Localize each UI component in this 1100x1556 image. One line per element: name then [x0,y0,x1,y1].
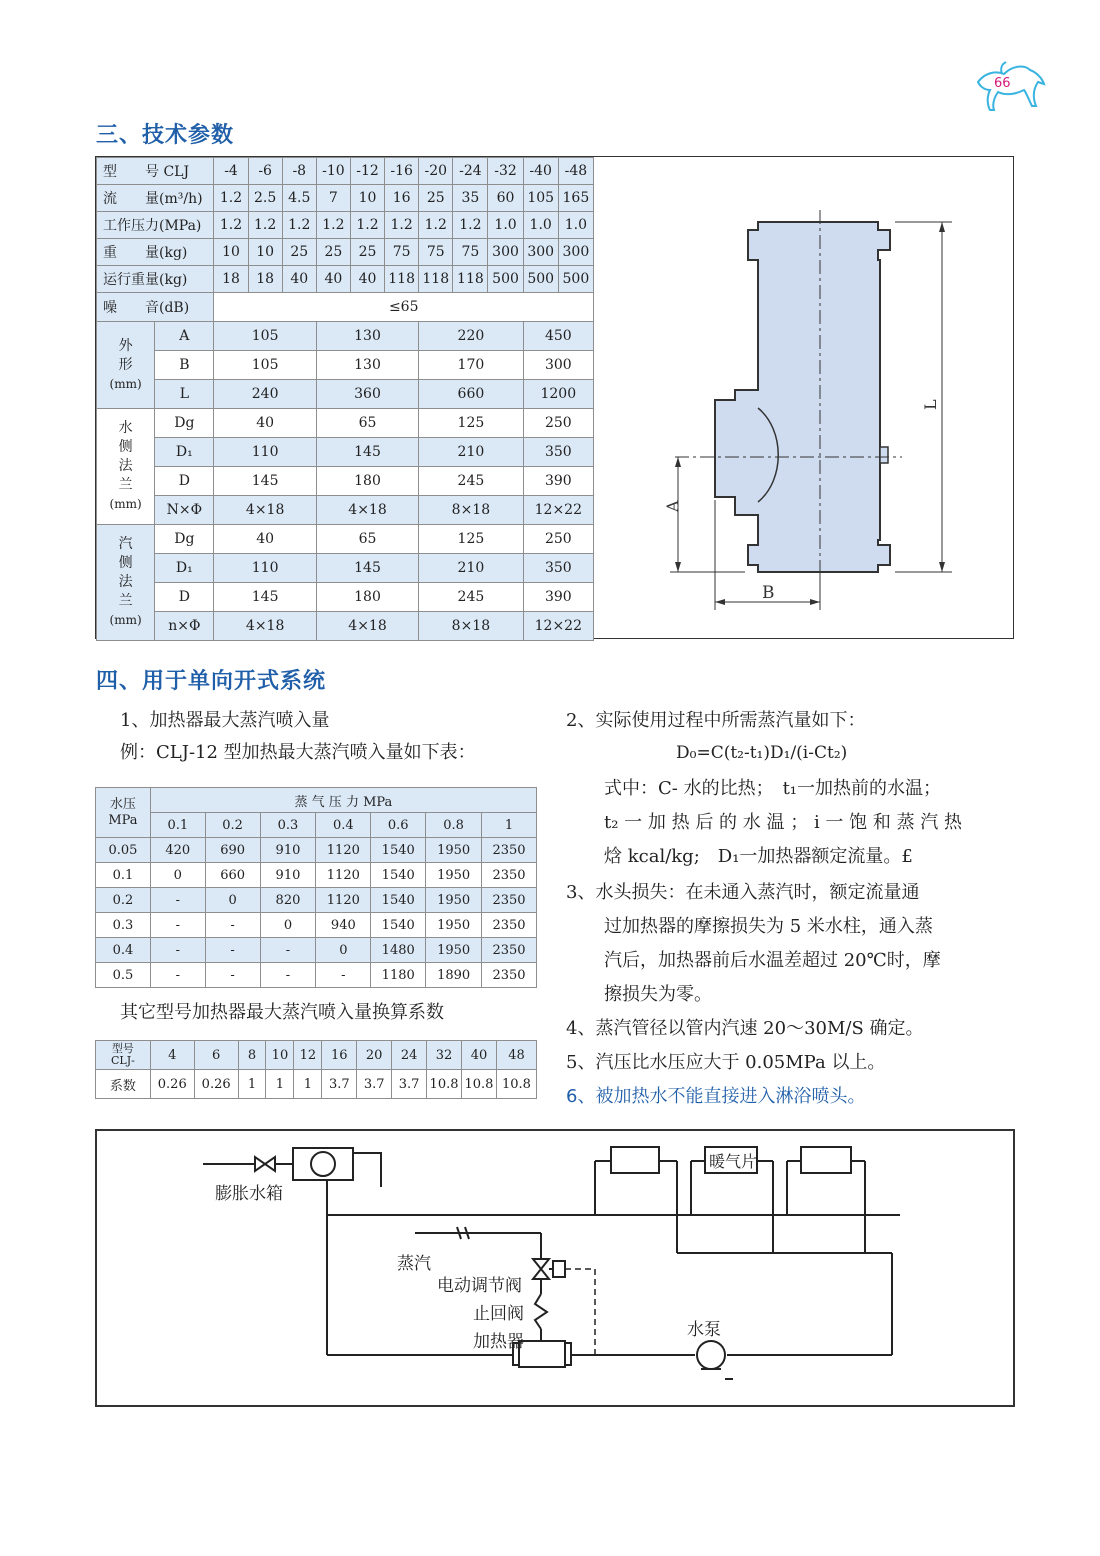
page-number: 66 [994,76,1011,91]
corner-cell: 水压 MPa [96,788,151,838]
formula-line-2: t₂ 一 加 热 后 的 水 温 ； i 一 饱 和 蒸 汽 热 [604,812,963,833]
actuator-icon [553,1261,565,1277]
heater-outline-drawing [640,200,980,620]
check-valve-label: 止回阀 [473,1304,524,1324]
heater-icon [519,1341,565,1367]
outline-row-l: L 240 360 660 1200 [97,380,594,409]
steam-flange-row: n×Φ 4×18 4×18 8×18 12×22 [97,612,594,641]
outline-row-b: B 105 130 170 300 [97,351,594,380]
pressure-row: 工作压力(MPa) 1.2 1.2 1.2 1.2 1.2 1.2 1.2 1.2 1.0 1.0 1.0 [97,212,594,239]
side-nozzle [880,447,888,463]
steam-label: 蒸汽 [397,1254,431,1274]
right-para-1: 2、实际使用过程中所需蒸汽量如下： [566,710,866,731]
right-para-3c: 汽后，加热器前后水温差超过 20℃时，摩 [604,950,941,971]
table-row: 0.3 - - 0 940 1540 1950 2350 [96,913,537,938]
outline-group-label: 外 形 (mm) [97,322,155,409]
table-row: 0.4 - - - 0 1480 1950 2350 [96,938,537,963]
formula-line-1: 式中：C- 水的比热； t₁一加热前的水温； [604,778,942,799]
system-diagram [95,1129,1013,1407]
water-flange-row: D₁ 110 145 210 350 [97,438,594,467]
right-para-6: 6、被加热水不能直接进入淋浴喷头。 [566,1086,866,1107]
model-row: 型 号 CLJ -4 -6 -8 -10 -12 -16 -20 -24 -32 -40 -48 [97,158,594,185]
radiator-label: 暖气片 [709,1152,758,1171]
right-para-3d: 擦损失为零。 [604,984,712,1005]
outline-row-a: 外 形 (mm) A 105 130 220 450 [97,322,594,351]
dim-label-l: L [921,399,940,410]
inlet-valve-icon [255,1157,275,1171]
flow-row: 流 量(m³/h) 1.2 2.5 4.5 7 10 16 25 35 60 105 165 [97,185,594,212]
spec-table [96,157,594,641]
heater-body [715,222,890,572]
dim-label-a: A [663,500,682,512]
run-weight-row: 运行重量(kg) 18 18 40 40 40 118 118 118 500 500 500 [97,266,594,293]
steam-flange-group-label: 汽 侧 法 兰 (mm) [97,525,155,641]
check-valve-icon [535,1294,547,1329]
table-row: 0.2 - 0 820 1120 1540 1950 2350 [96,888,537,913]
left-para-3: 其它型号加热器最大蒸汽喷入量换算系数 [120,1002,444,1023]
table-row: 0.5 - - - - 1180 1890 2350 [96,963,537,988]
noise-row: 噪 音(dB) ≤65 [97,293,594,322]
radiator-1-icon [611,1147,659,1173]
table-row: 0.1 0 660 910 1120 1540 1950 2350 [96,863,537,888]
left-para-2: 例：CLJ-12 型加热最大蒸汽喷入量如下表： [120,742,476,763]
section4-title: 四、用于单向开式系统 [96,669,327,694]
formula: D₀=C(t₂-t₁)D₁/(i-Ct₂) [676,743,848,763]
coefficient-table [95,1040,537,1099]
water-flange-group-label: 水 侧 法 兰 (mm) [97,409,155,525]
right-para-5: 5、汽压比水压应大于 0.05MPa 以上。 [566,1052,886,1073]
coef-value-row: 系数 0.26 0.26 1 1 1 3.7 3.7 3.7 10.8 10.8 10.8 [96,1070,537,1099]
water-flange-row: N×Φ 4×18 4×18 8×18 12×22 [97,496,594,525]
page-logo [972,60,1052,112]
radiator-3-icon [801,1147,851,1173]
formula-line-3: 焓 kcal/kg; D₁一加热器额定流量。£ [604,846,913,867]
heater-label: 加热器 [473,1332,524,1352]
horse-icon [972,60,1052,112]
section3-title: 三、技术参数 [96,123,235,148]
water-flange-row: 水 侧 法 兰 (mm) Dg 40 65 125 250 [97,409,594,438]
right-para-3b: 过加热器的摩擦损失为 5 米水柱，通入蒸 [604,916,933,937]
control-valve-icon [533,1259,549,1279]
steam-flange-row: D 145 180 245 390 [97,583,594,612]
pump-label: 水泵 [687,1320,721,1340]
steam-flange-row: 汽 侧 法 兰 (mm) Dg 40 65 125 250 [97,525,594,554]
dim-label-b: B [762,583,775,603]
coef-head-row: 型号 CLJ- 4 6 8 10 12 16 20 24 32 40 48 [96,1041,537,1070]
table-row: 0.05 420 690 910 1120 1540 1950 2350 [96,838,537,863]
water-flange-row: D 145 180 245 390 [97,467,594,496]
right-para-3a: 3、水头损失：在未通入蒸汽时，额定流量通 [566,882,920,903]
right-para-4: 4、蒸汽管径以管内汽速 20～30M/S 确定。 [566,1018,924,1039]
left-para-1: 1、加热器最大蒸汽喷入量 [120,710,330,731]
valve-label: 电动调节阀 [437,1276,522,1296]
pump-icon [697,1341,725,1369]
steam-injection-table: 水压 MPa 蒸 气 压 力 MPa 0.1 0.2 0.3 0.4 0.6 0.8 1 0.05 420 690 910 1120 1540 1950 2350 0.1 0 660 910 1120 1540 1950 2350 0.2 - 0 820 1120 1540 1950 2350 0.3 - - 0 940 1540 1950 2350 0.4 - - - 0 1480 1950 2350 0.5 - - - - 1180 1890 2350 [95,787,537,988]
weight-row: 重 量(kg) 10 10 25 25 25 75 75 75 300 300 300 [97,239,594,266]
steam-flange-row: D₁ 110 145 210 350 [97,554,594,583]
expansion-tank-label: 膨胀水箱 [215,1184,283,1204]
